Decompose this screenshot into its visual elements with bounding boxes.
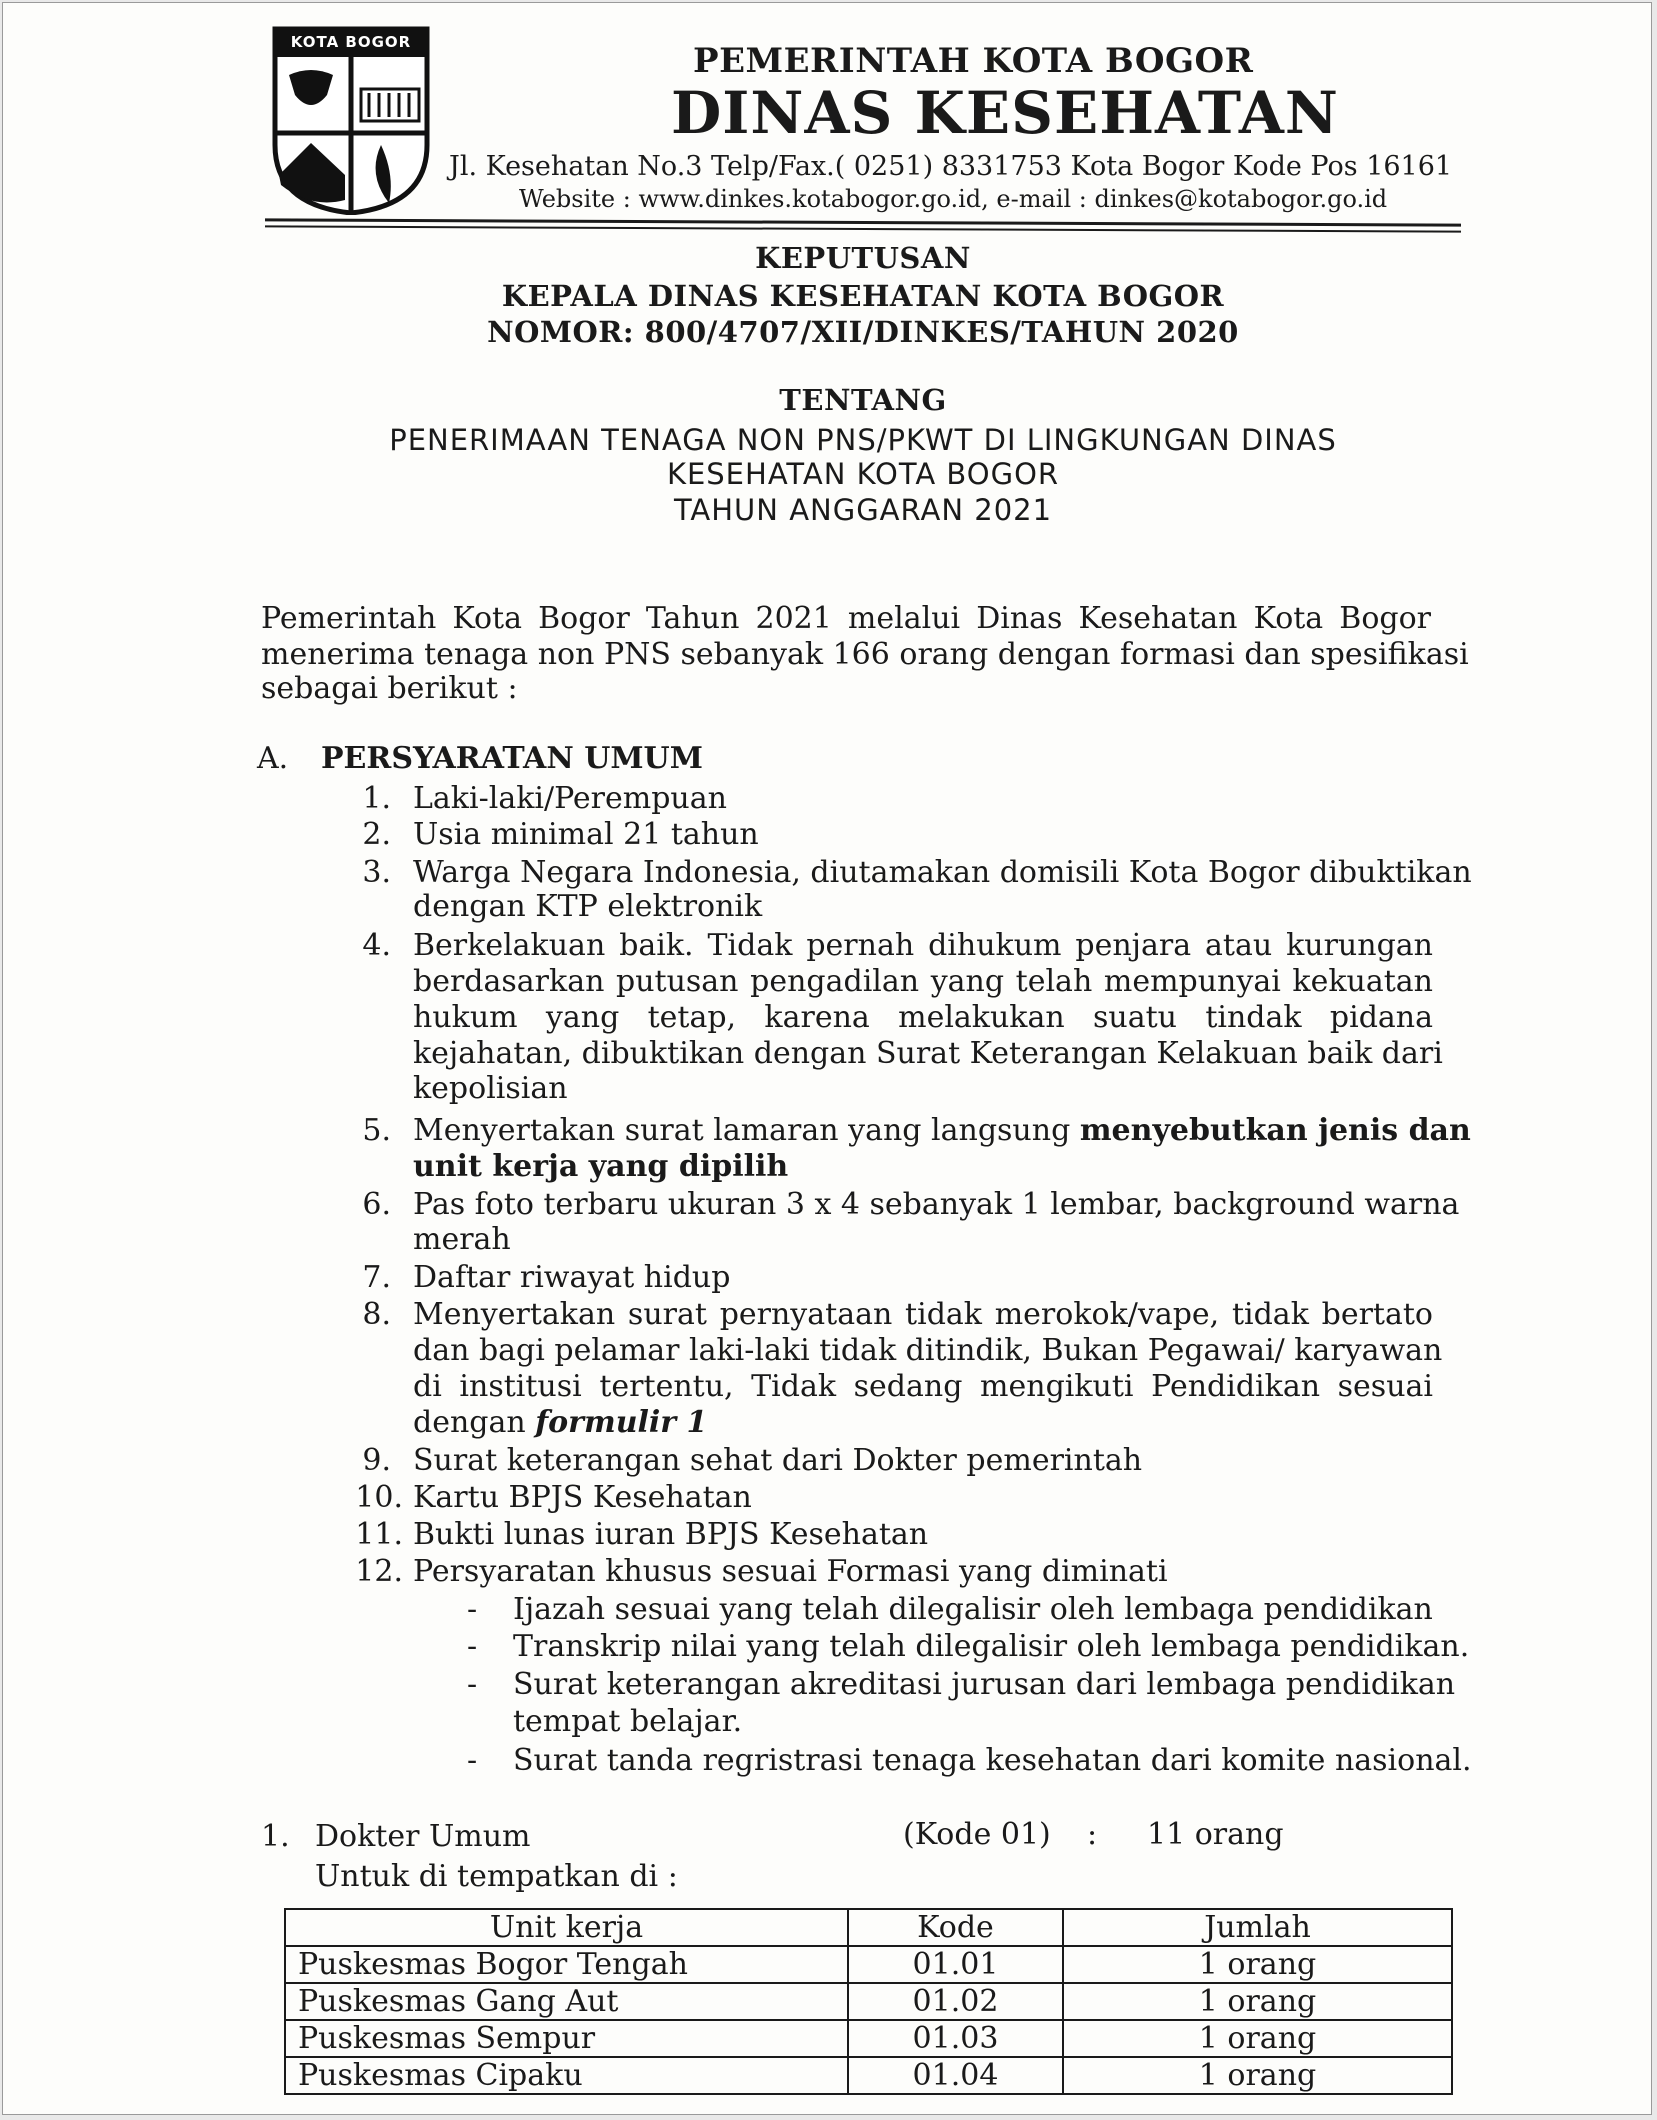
decree-issuer: KEPALA DINAS KESEHATAN KOTA BOGOR — [501, 279, 1225, 313]
cell-jumlah: 1 orang — [1063, 2057, 1452, 2094]
requirement-item-cont: dan bagi pelamar laki-laki tidak ditindik, Bukan Pegawai/ karyawan — [413, 1333, 1443, 1368]
column-header-kode: Kode — [848, 1909, 1063, 1946]
requirement-item-cont: dengan formulir 1 — [413, 1405, 708, 1440]
bullet-dash: - — [467, 1629, 478, 1664]
city-emblem-logo — [271, 25, 431, 215]
requirement-item: Laki-laki/Perempuan — [413, 781, 727, 816]
table-row — [285, 2057, 1452, 2094]
cell-unit: Puskesmas Sempur — [285, 2020, 848, 2057]
formation-colon: : — [1087, 1817, 1098, 1852]
sub-requirement: Surat keterangan akreditasi jurusan dari lembaga pendidikan — [513, 1667, 1456, 1702]
intro-line-3: sebagai berikut : — [261, 671, 518, 706]
subject-line-3: TAHUN ANGGARAN 2021 — [673, 493, 1053, 527]
bullet-dash: - — [467, 1592, 478, 1627]
requirement-item-cont: hukum yang tetap, karena melakukan suatu tindak pidana — [413, 1000, 1433, 1035]
tentang-heading: TENTANG — [779, 383, 947, 417]
letterhead-rule-thin — [265, 225, 1461, 232]
cell-unit: Puskesmas Bogor Tengah — [285, 1946, 848, 1983]
sub-requirement-cont: tempat belajar. — [513, 1704, 743, 1739]
list-number: 1. — [362, 781, 391, 816]
list-number: 6. — [362, 1187, 391, 1222]
requirement-item: Persyaratan khusus sesuai Formasi yang diminati — [413, 1554, 1168, 1589]
placement-table — [284, 1908, 1453, 2095]
emblem-shield-icon — [271, 25, 431, 215]
cell-kode: 01.03 — [848, 2020, 1063, 2057]
list-number: 7. — [362, 1260, 391, 1295]
cell-kode: 01.01 — [848, 1946, 1063, 1983]
cell-unit: Puskesmas Cipaku — [285, 2057, 848, 2094]
list-number: 8. — [362, 1297, 391, 1332]
list-number: 5. — [362, 1113, 391, 1148]
formation-count: 11 orang — [1147, 1817, 1284, 1852]
logo-text: KOTA BOGOR — [290, 33, 412, 51]
government-name: PEMERINTAH KOTA BOGOR — [693, 41, 1254, 81]
requirement-item-cont: dengan KTP elektronik — [413, 889, 763, 924]
subject-line-1: PENERIMAAN TENAGA NON PNS/PKWT DI LINGKUNGAN DINAS — [389, 423, 1337, 457]
sub-requirement: Transkrip nilai yang telah dilegalisir oleh lembaga pendidikan. — [513, 1629, 1470, 1664]
cell-kode: 01.04 — [848, 2057, 1063, 2094]
document-page — [2, 2, 1652, 2115]
department-name: DINAS KESEHATAN — [671, 79, 1339, 147]
decree-heading: KEPUTUSAN — [755, 241, 971, 275]
table-row — [285, 2020, 1452, 2057]
list-number: 4. — [362, 928, 391, 963]
requirement-item: Berkelakuan baik. Tidak pernah dihukum penjara atau kurungan — [413, 928, 1433, 963]
formation-name: Dokter Umum — [315, 1819, 531, 1854]
sub-requirement: Surat tanda regristrasi tenaga kesehatan dari komite nasional. — [513, 1743, 1472, 1778]
requirement-item-cont: kejahatan, dibuktikan dengan Surat Keterangan Kelakuan baik dari — [413, 1036, 1443, 1071]
list-number: 12. — [355, 1554, 403, 1589]
list-number: 10. — [355, 1480, 403, 1515]
list-number: 11. — [355, 1517, 403, 1552]
requirement-item: Usia minimal 21 tahun — [413, 817, 759, 852]
requirement-item-cont: unit kerja yang dipilih — [413, 1149, 789, 1184]
office-address: Jl. Kesehatan No.3 Telp/Fax.( 0251) 8331753 Kota Bogor Kode Pos 16161 — [449, 151, 1453, 182]
placement-label: Untuk di tempatkan di : — [315, 1859, 678, 1894]
intro-line-2: menerima tenaga non PNS sebanyak 166 orang dengan formasi dan spesifikasi — [261, 637, 1469, 672]
requirement-item: Menyertakan surat pernyataan tidak merokok/vape, tidak bertato — [413, 1297, 1433, 1332]
bullet-dash: - — [467, 1667, 478, 1702]
list-number: 9. — [362, 1443, 391, 1478]
list-number: 2. — [362, 817, 391, 852]
formation-code: (Kode 01) — [903, 1817, 1051, 1852]
requirement-item-cont: di institusi tertentu, Tidak sedang mengikuti Pendidikan sesuai — [413, 1369, 1433, 1404]
intro-line-1: Pemerintah Kota Bogor Tahun 2021 melalui Dinas Kesehatan Kota Bogor — [261, 601, 1431, 636]
column-header-unit: Unit kerja — [285, 1909, 848, 1946]
table-header-row — [285, 1909, 1452, 1946]
list-number: 3. — [362, 855, 391, 890]
cell-unit: Puskesmas Gang Aut — [285, 1983, 848, 2020]
requirement-item-cont: merah — [413, 1222, 511, 1257]
decree-number: NOMOR: 800/4707/XII/DINKES/TAHUN 2020 — [487, 315, 1239, 349]
sub-requirement: Ijazah sesuai yang telah dilegalisir oleh lembaga pendidikan — [513, 1592, 1433, 1627]
subject-line-2: KESEHATAN KOTA BOGOR — [666, 457, 1060, 491]
requirement-item-cont: kepolisian — [413, 1071, 568, 1106]
requirement-item-cont: berdasarkan putusan pengadilan yang telah mempunyai kekuatan — [413, 964, 1433, 999]
requirement-item: Daftar riwayat hidup — [413, 1260, 731, 1295]
table-row — [285, 1983, 1452, 2020]
requirement-item: Warga Negara Indonesia, diutamakan domisili Kota Bogor dibuktikan — [413, 855, 1472, 890]
requirement-item: Kartu BPJS Kesehatan — [413, 1480, 752, 1515]
cell-jumlah: 1 orang — [1063, 2020, 1452, 2057]
cell-kode: 01.02 — [848, 1983, 1063, 2020]
section-letter: A. — [257, 741, 289, 776]
requirement-item: Pas foto terbaru ukuran 3 x 4 sebanyak 1 lembar, background warna — [413, 1187, 1460, 1222]
cell-jumlah: 1 orang — [1063, 1983, 1452, 2020]
requirement-item: Surat keterangan sehat dari Dokter pemerintah — [413, 1443, 1143, 1478]
cell-jumlah: 1 orang — [1063, 1946, 1452, 1983]
table-row — [285, 1946, 1452, 1983]
requirement-item: Menyertakan surat lamaran yang langsung menyebutkan jenis dan — [413, 1113, 1471, 1148]
column-header-jumlah: Jumlah — [1063, 1909, 1452, 1946]
bullet-dash: - — [467, 1743, 478, 1778]
section-title: PERSYARATAN UMUM — [321, 741, 703, 776]
requirement-item: Bukti lunas iuran BPJS Kesehatan — [413, 1517, 929, 1552]
office-website-email: Website : www.dinkes.kotabogor.go.id, e-mail : dinkes@kotabogor.go.id — [519, 185, 1388, 213]
formation-number: 1. — [261, 1819, 290, 1854]
